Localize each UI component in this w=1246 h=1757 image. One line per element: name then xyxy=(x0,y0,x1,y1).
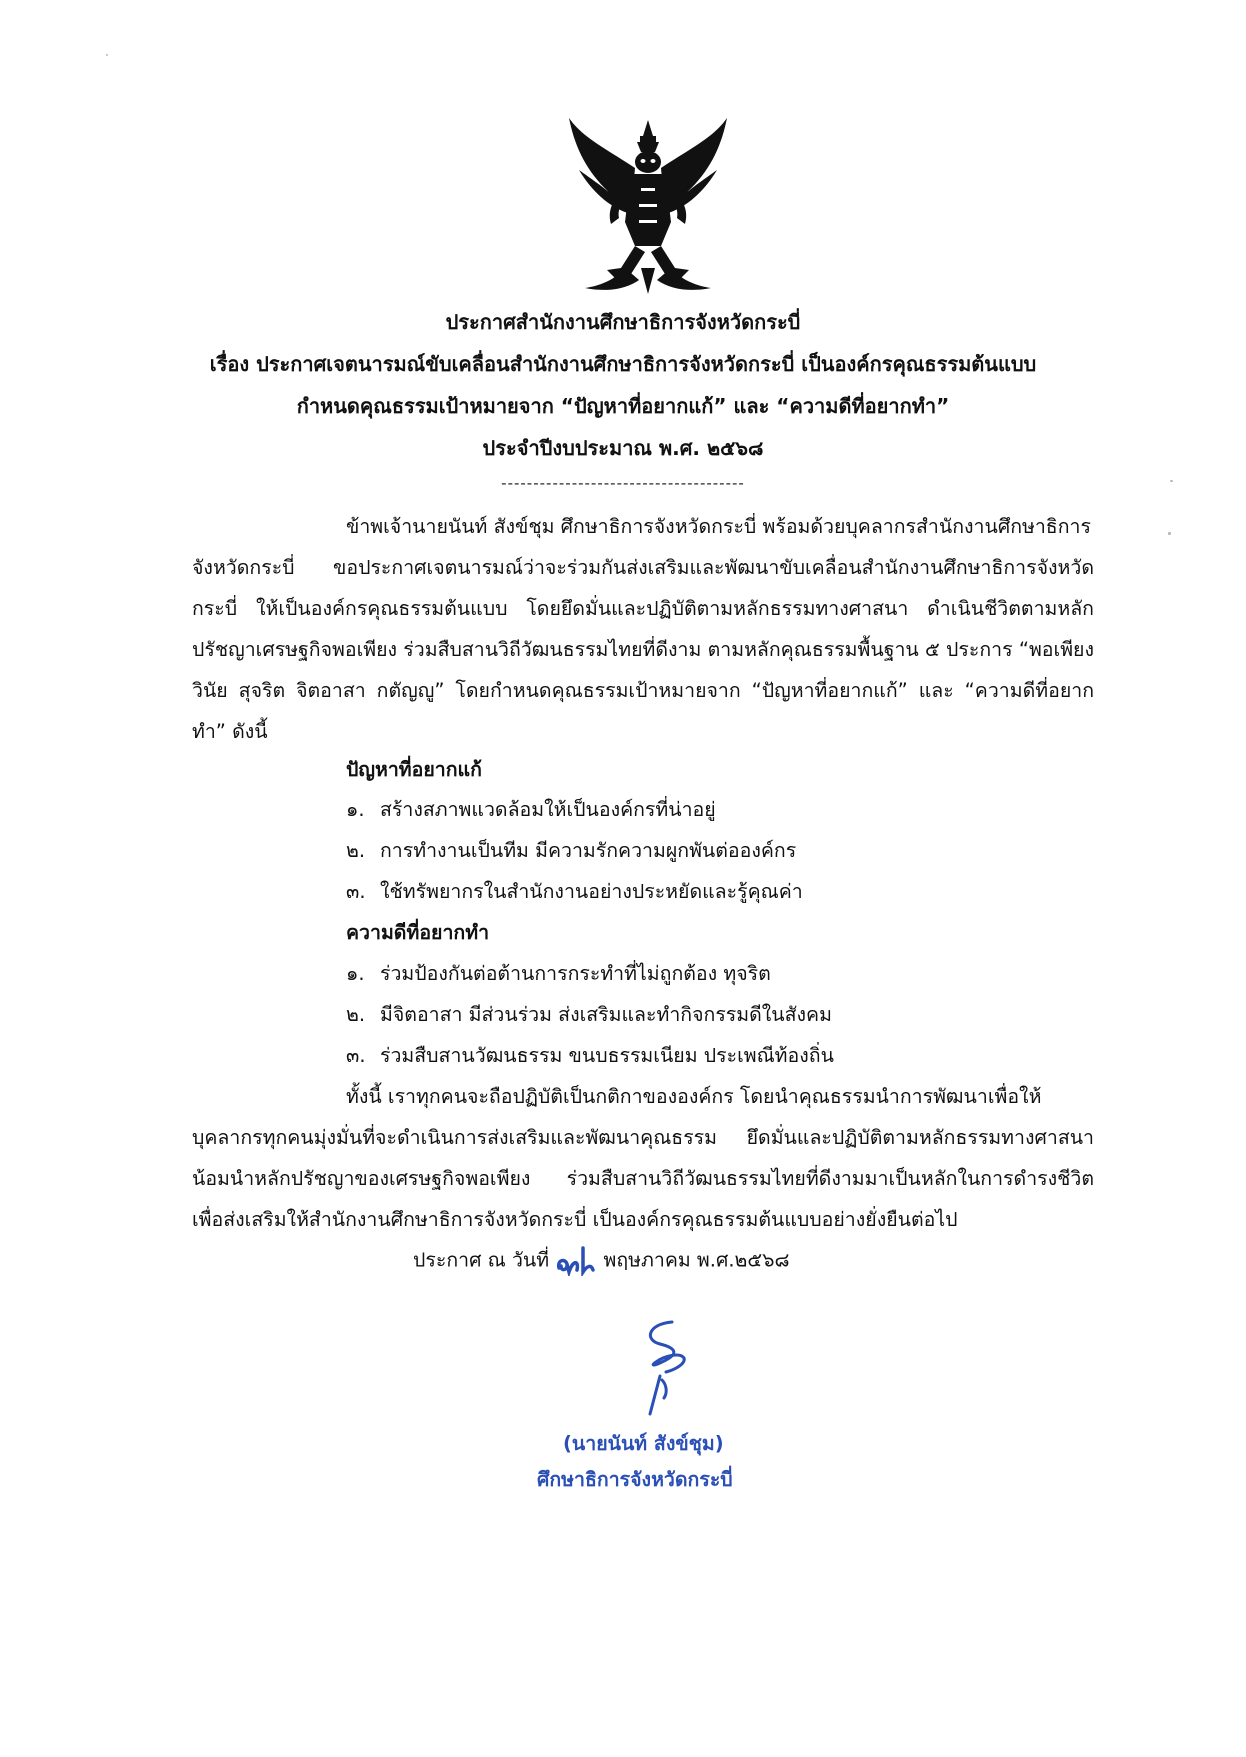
signature-icon xyxy=(620,1318,710,1418)
goods-heading: ความดีที่อยากทำ xyxy=(346,921,490,944)
item-text: มีจิตอาสา มีส่วนร่วม ส่งเสริมและทำกิจกรรมดีในสังคม xyxy=(380,1003,832,1026)
item-text: ใช้ทรัพยากรในสำนักงานอย่างประหยัดและรู้คุณค่า xyxy=(380,880,803,903)
intro-body: จังหวัดกระบี่ ขอประกาศเจตนารมณ์ว่าจะร่วมกันส่งเสริมและพัฒนาขับเคลื่อนสำนักงานศึกษาธิการจังหวัด กระบี่ ให้เป็นองค์กรคุณธรรมต้นแบบ โดยยึดมั่นและปฏิบัติตามหลักธรรมทางศาสนา ดำเนินชีวิตตามหลัก ปรัชญาเศรษฐกิจพอเพียง ร่วมสืบสานวิถีวัฒนธรรมไทยที่ดีงาม ตามหลักคุณธรรมพื้นฐาน ๕ ประการ “พอเพียง วินัย สุจริต จิตอาสา กตัญญู” โดยกำหนดคุณธรรมเป้าหมายจาก “ปัญหาที่อยากแก้” และ “ความดีที่อยากทำ” ดังนี้ xyxy=(192,556,1094,743)
announcement-subject: เรื่อง ประกาศเจตนารมณ์ขับเคลื่อนสำนักงานศึกษาธิการจังหวัดกระบี่ เป็นองค์กรคุณธรรมต้นแบบ xyxy=(209,352,1037,376)
item-number: ๑. xyxy=(346,798,365,821)
date-prefix: ประกาศ ณ วันที่ xyxy=(413,1248,550,1272)
intro-first-line: ข้าพเจ้านายนันท์ สังข์ชุม ศึกษาธิการจังหวัดกระบี่ พร้อมด้วยบุคลากรสำนักงานศึกษาธิการ xyxy=(346,515,1091,538)
item-number: ๒. xyxy=(346,1003,366,1026)
closing-paragraph xyxy=(192,1076,1094,1240)
problem-item xyxy=(346,837,796,865)
scan-speck xyxy=(1170,480,1173,482)
handwritten-day-icon xyxy=(555,1246,597,1276)
problems-heading: ปัญหาที่อยากแก้ xyxy=(346,758,482,781)
good-item xyxy=(346,960,771,988)
divider-line: -------------------------------------- xyxy=(501,474,745,492)
good-item xyxy=(346,1042,834,1070)
item-text: การทำงานเป็นทีม มีความรักความผูกพันต่อองค์กร xyxy=(380,839,797,862)
problem-item xyxy=(346,878,803,906)
announcement-title: ประกาศสำนักงานศึกษาธิการจังหวัดกระบี่ xyxy=(445,310,801,334)
item-text: สร้างสภาพแวดล้อมให้เป็นองค์กรที่น่าอยู่ xyxy=(380,798,716,821)
closing-first-line: ทั้งนี้ เราทุกคนจะถือปฏิบัติเป็นกติกาขององค์กร โดยนำคุณธรรมนำการพัฒนาเพื่อให้ xyxy=(346,1085,1042,1108)
signatory-name: (นายนันท์ สังข์ชุม) xyxy=(563,1432,724,1455)
signatory-position: ศึกษาธิการจังหวัดกระบี่ xyxy=(537,1468,733,1491)
scan-speck xyxy=(1168,532,1171,535)
scan-speck xyxy=(106,54,108,56)
announcement-target: กำหนดคุณธรรมเป้าหมายจาก “ปัญหาที่อยากแก้” และ “ความดีที่อยากทำ” xyxy=(296,394,950,418)
item-number: ๓. xyxy=(346,1044,366,1067)
item-number: ๒. xyxy=(346,839,366,862)
item-text: ร่วมสืบสานวัฒนธรรม ขนบธรรมเนียม ประเพณีท้องถิ่น xyxy=(380,1044,834,1067)
date-line xyxy=(413,1246,790,1276)
date-suffix: พฤษภาคม พ.ศ.๒๕๖๘ xyxy=(603,1248,790,1272)
closing-body: บุคลากรทุกคนมุ่งมั่นที่จะดำเนินการส่งเสริมและพัฒนาคุณธรรม ยึดมั่นและปฏิบัติตามหลักธรรมทางศาสนา น้อมนำหลักปรัชญาของเศรษฐกิจพอเพียง ร่วมสืบสานวิถีวัฒนธรรมไทยที่ดีงามมาเป็นหลักในการดำรงชีวิต เพื่อส่งเสริมให้สำนักงานศึกษาธิการจังหวัดกระบี่ เป็นองค์กรคุณธรรมต้นแบบอย่างยั่งยืนต่อไป xyxy=(192,1126,1094,1231)
announcement-fiscal-year: ประจำปีงบประมาณ พ.ศ. ๒๕๖๘ xyxy=(482,436,764,460)
problem-item xyxy=(346,796,716,824)
item-number: ๑. xyxy=(346,962,365,985)
item-number: ๓. xyxy=(346,880,366,903)
item-text: ร่วมป้องกันต่อต้านการกระทำที่ไม่ถูกต้อง ทุจริต xyxy=(380,962,771,985)
garuda-emblem-icon xyxy=(565,118,731,294)
intro-paragraph xyxy=(192,506,1094,752)
good-item xyxy=(346,1001,832,1029)
